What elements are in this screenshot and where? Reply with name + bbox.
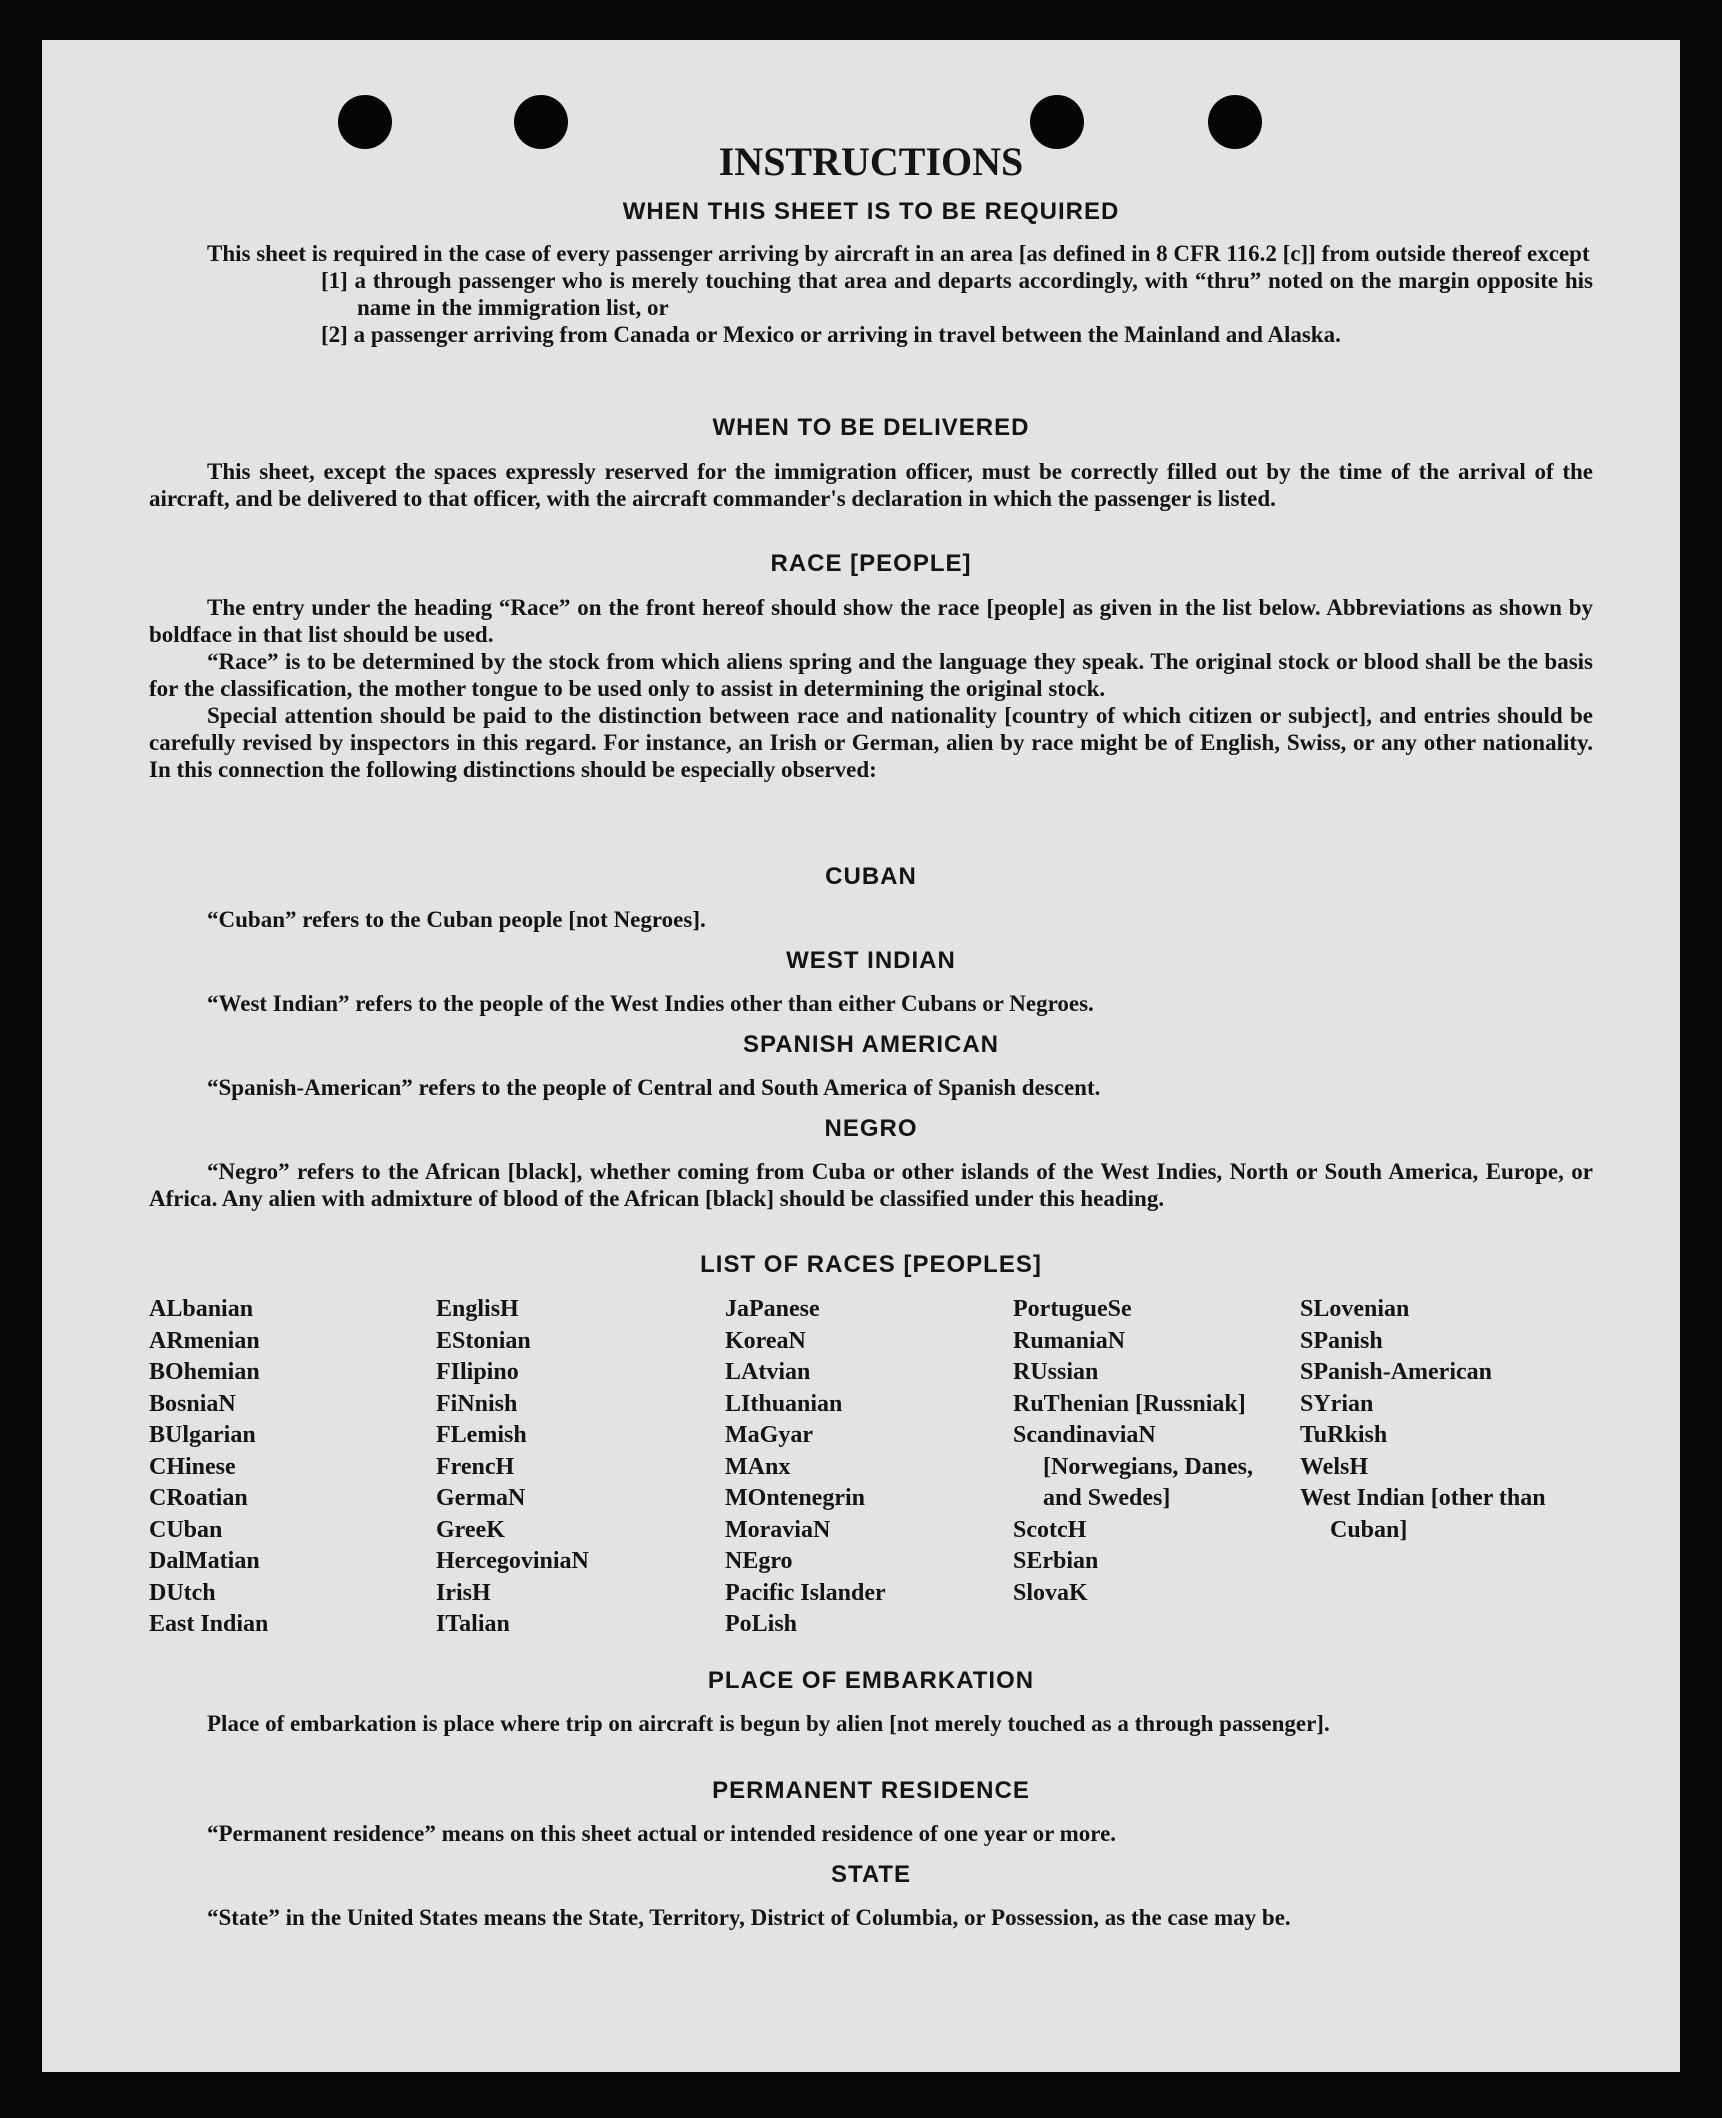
race-entry: RuThenian [Russniak]	[1013, 1390, 1246, 1417]
race-entry: East Indian	[149, 1611, 269, 1637]
west-indian-text	[149, 990, 1593, 1017]
spanish-american-text	[149, 1074, 1593, 1101]
race-entry: West Indian [other than Cuban]	[1300, 1485, 1546, 1543]
race-entry: PortugueSe	[1013, 1296, 1132, 1322]
race-entry: GermaN	[436, 1485, 526, 1511]
race-entry: EStonian	[436, 1327, 531, 1354]
race-entry: GreeK	[436, 1516, 505, 1543]
race-entry: ALbanian	[149, 1296, 254, 1322]
race-entry: BUlgarian	[149, 1422, 256, 1448]
heading-race: RACE [PEOPLE]	[770, 550, 972, 577]
delivered-paragraph: This sheet, except the spaces expressly reserved for the immigration officer, must be correctly filled out by the time of the arrival of the aircraft, and be delivered to that officer, with the aircraft commander's declaration in which the passenger is listed.	[149, 459, 1593, 511]
race-entry: CRoatian	[149, 1485, 248, 1511]
race-p1: The entry under the heading “Race” on the front hereof should show the race [people] as given in the list below. Abbreviations as shown by boldface in that list should be used.	[149, 595, 1593, 647]
embarkation-text	[149, 1710, 1593, 1737]
race-entry: FiNnish	[436, 1390, 518, 1417]
race-entry: ITalian	[436, 1611, 510, 1637]
race-entry: SYrian	[1300, 1390, 1374, 1417]
heading-spanish-american: SPANISH AMERICAN	[742, 1031, 999, 1058]
heading-negro: NEGRO	[824, 1115, 918, 1142]
races-column-4	[1013, 1294, 1283, 1609]
race-entry: ScotcH	[1013, 1516, 1087, 1543]
exception-1: [1] a through passenger who is merely touching that area and departs accordingly, with “thru” noted on the margin opposite his name in the immigration list, or	[321, 268, 1593, 320]
race-section	[149, 594, 1593, 783]
negro-text	[149, 1158, 1593, 1212]
race-entry: RumaniaN	[1013, 1327, 1126, 1354]
race-entry: WelsH	[1300, 1453, 1369, 1480]
race-entry: ScandinaviaN [Norwegians, Danes, and Swedes]	[1013, 1422, 1253, 1511]
spanish-american-paragraph: “Spanish-American” refers to the people of Central and South America of Spanish descent.	[207, 1075, 1101, 1100]
west-indian-paragraph: “West Indian” refers to the people of the West Indies other than either Cubans or Negroes.	[207, 991, 1094, 1016]
races-column-5	[1300, 1294, 1570, 1546]
race-p3: Special attention should be paid to the distinction between race and nationality [country of which citizen or subject], and entries should be carefully revised by inspectors in this regard. For instance, an Irish or German, alien by race might be of English, Swiss, or any other nationality. In this connection the following distinctions should be especially observed:	[149, 703, 1593, 782]
state-text	[149, 1904, 1593, 1931]
required-section	[149, 240, 1593, 348]
race-entry: MAnx	[725, 1453, 791, 1480]
race-entry: MaGyar	[725, 1422, 813, 1448]
race-entry: FrencH	[436, 1453, 515, 1480]
race-entry: SPanish	[1300, 1327, 1383, 1354]
negro-paragraph: “Negro” refers to the African [black], whether coming from Cuba or other islands of the West Indies, North or South America, Europe, or Africa. Any alien with admixture of blood of the African [black] should be classified under this heading.	[149, 1159, 1593, 1211]
races-column-2	[436, 1294, 706, 1641]
race-entry: CUban	[149, 1516, 223, 1543]
race-entry: MOntenegrin	[725, 1485, 865, 1511]
heading-west-indian: WEST INDIAN	[786, 947, 956, 974]
residence-paragraph: “Permanent residence” means on this sheet actual or intended residence of one year or more.	[207, 1821, 1117, 1846]
race-entry: EnglisH	[436, 1296, 519, 1322]
heading-state: STATE	[830, 1861, 912, 1888]
cuban-paragraph: “Cuban” refers to the Cuban people [not Negroes].	[207, 907, 706, 932]
embarkation-paragraph: Place of embarkation is place where trip on aircraft is begun by alien [not merely touched as a through passenger].	[207, 1711, 1330, 1736]
race-entry: DalMatian	[149, 1548, 260, 1574]
cuban-text	[149, 906, 1593, 933]
heading-embarkation: PLACE OF EMBARKATION	[707, 1667, 1035, 1694]
residence-text	[149, 1820, 1593, 1847]
race-entry: LIthuanian	[725, 1390, 843, 1417]
race-entry: RUssian	[1013, 1359, 1099, 1385]
exception-2: [2] a passenger arriving from Canada or Mexico or arriving in travel between the Mainland and Alaska.	[321, 322, 1341, 347]
heading-cuban: CUBAN	[825, 863, 917, 890]
state-paragraph: “State” in the United States means the State, Territory, District of Columbia, or Possession, as the case may be.	[207, 1905, 1291, 1930]
race-entry: JaPanese	[725, 1296, 820, 1322]
race-entry: ARmenian	[149, 1327, 260, 1354]
race-entry: PoLish	[725, 1611, 798, 1637]
race-entry: SLovenian	[1300, 1296, 1410, 1322]
race-entry: SPanish-American	[1300, 1359, 1492, 1385]
race-entry: MoraviaN	[725, 1516, 831, 1543]
race-p2: “Race” is to be determined by the stock from which aliens spring and the language they speak. The original stock or blood shall be the basis for the classification, the mother tongue to be used only to assist in determining the original stock.	[149, 649, 1593, 701]
race-entry: DUtch	[149, 1579, 216, 1606]
race-entry: CHinese	[149, 1453, 236, 1480]
heading-residence: PERMANENT RESIDENCE	[712, 1777, 1030, 1804]
delivered-text	[149, 458, 1593, 512]
race-entry: BosniaN	[149, 1390, 236, 1417]
race-entry: NEgro	[725, 1548, 793, 1574]
race-entry: IrisH	[436, 1579, 491, 1606]
race-entry: SlovaK	[1013, 1579, 1088, 1606]
races-column-1	[149, 1294, 419, 1641]
heading-delivered: WHEN TO BE DELIVERED	[712, 414, 1030, 441]
race-entry: SErbian	[1013, 1548, 1099, 1574]
race-entry: TuRkish	[1300, 1422, 1388, 1448]
race-entry: LAtvian	[725, 1359, 811, 1385]
page-title: INSTRUCTIONS	[718, 139, 1024, 184]
required-intro: This sheet is required in the case of every passenger arriving by aircraft in an area [as defined in 8 CFR 116.2 [c]] from outside thereof except	[207, 241, 1590, 266]
race-entry: FLemish	[436, 1422, 527, 1448]
races-column-3	[725, 1294, 995, 1641]
race-entry: HercegoviniaN	[436, 1548, 589, 1574]
heading-required: WHEN THIS SHEET IS TO BE REQUIRED	[622, 198, 1120, 225]
race-entry: Pacific Islander	[725, 1579, 886, 1606]
race-entry: FIlipino	[436, 1359, 519, 1385]
race-entry: KoreaN	[725, 1327, 806, 1354]
heading-list-of-races: LIST OF RACES [PEOPLES]	[700, 1251, 1042, 1278]
race-entry: BOhemian	[149, 1359, 260, 1385]
